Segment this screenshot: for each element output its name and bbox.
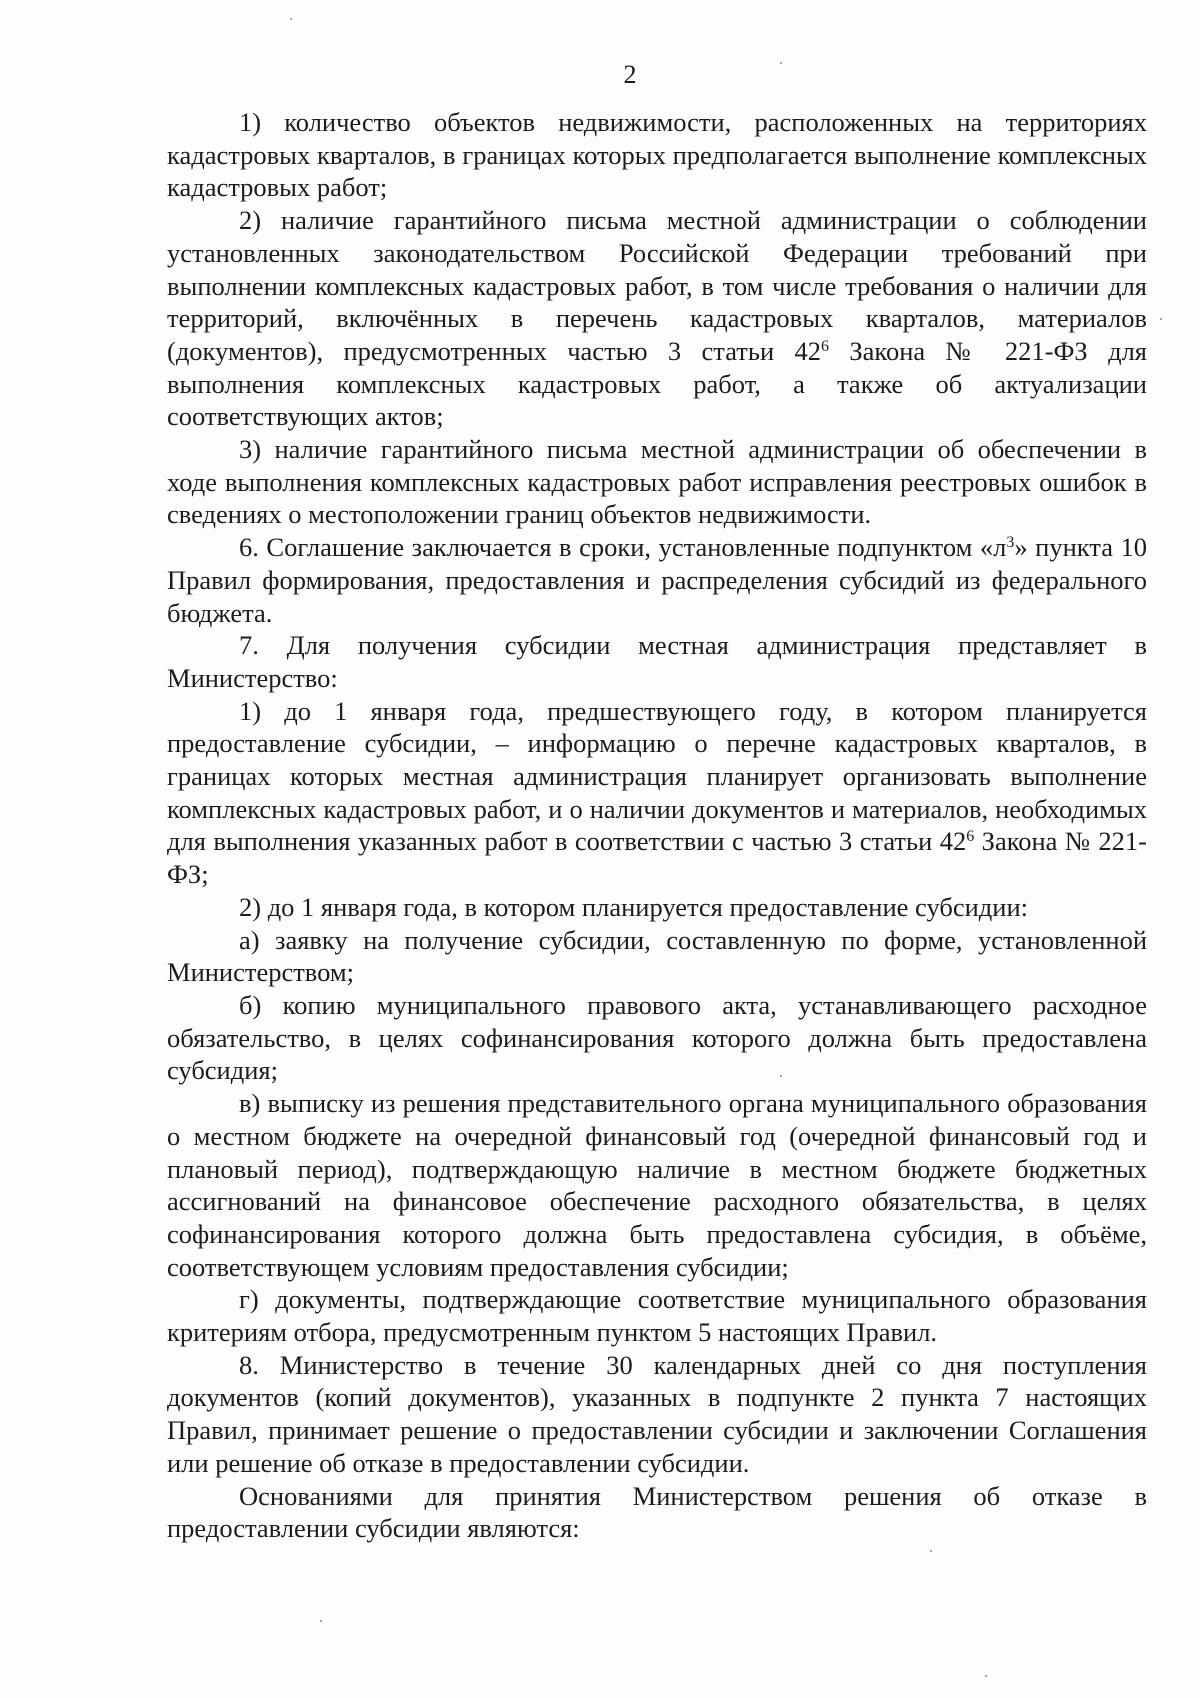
text-run: 2) наличие гарантийного письма местной администрации о соблюдении установленных законодательством Российской Федерации требований при выполнении комплексных кадастровых работ, в том числе требования о наличии для территорий, включённых в перечень кадастровых кварталов, материалов (документов), предусмотренных частью 3 статьи 42 xyxy=(167,205,1147,366)
superscript: 3 xyxy=(1006,534,1015,552)
text-run: Закона № 221-ФЗ; xyxy=(167,826,1148,890)
superscript: 6 xyxy=(966,828,975,846)
paragraph xyxy=(167,629,1147,694)
text-run: Закона № 221-ФЗ для выполнения комплексных кадастровых работ, а также об актуализации соответствующих актов; xyxy=(167,335,1147,432)
text-run: 1) количество объектов недвижимости, расположенных на территориях кадастровых кварталов, в границах которых предполагается выполнение комплексных кадастровых работ; xyxy=(167,107,1147,203)
paragraph xyxy=(167,1087,1147,1283)
paragraph xyxy=(167,204,1147,433)
scan-speck xyxy=(1160,318,1162,320)
scan-speck xyxy=(780,1075,782,1077)
superscript: 6 xyxy=(821,338,829,356)
paragraph xyxy=(167,106,1147,204)
paragraph xyxy=(167,1480,1147,1545)
paragraph xyxy=(167,531,1147,629)
text-run: 2) до 1 января года, в котором планируется предоставление субсидии: xyxy=(239,891,1029,922)
text-run: » пункта 10 Правил формирования, предоставления и распределения субсидий из федерального бюджета. xyxy=(167,532,1147,628)
text-run: г) документы, подтверждающие соответствие муниципального образования критериям отбора, предусмотренным пунктом 5 настоящих Правил. xyxy=(167,1284,1147,1348)
text-run: 6. Соглашение заключается в сроки, установленные подпунктом «л xyxy=(239,532,1007,563)
text-run: в) выписку из решения представительного органа муниципального образования о местном бюджете на очередной финансовый год (очередной финансовый год и плановый период), подтверждающую наличие в местном бюджете бюджетных ассигнований на финансовое обеспечение расходного обязательства, в целях софинансирования которого должна быть предоставлена субсидия, в объёме, соответствующем условиям предоставления субсидии; xyxy=(167,1088,1147,1282)
text-run: 7. Для получения субсидии местная администрация представляет в Министерство: xyxy=(167,630,1147,693)
text-run: 3) наличие гарантийного письма местной администрации об обеспечении в ходе выполнения комплексных кадастровых работ исправления реестровых ошибок в сведениях о местоположении границ объектов недвижимости. xyxy=(167,434,1147,530)
scan-speck xyxy=(320,1620,322,1622)
scan-speck xyxy=(930,1550,932,1552)
paragraph xyxy=(167,433,1147,531)
paragraph xyxy=(167,891,1147,924)
text-run: а) заявку на получение субсидии, составленную по форме, установленной Министерством; xyxy=(167,924,1147,988)
page-number: 2 xyxy=(623,60,637,89)
paragraph xyxy=(167,1349,1147,1480)
paragraph xyxy=(167,989,1147,1087)
document-body xyxy=(167,106,1147,1545)
scan-speck xyxy=(780,62,782,64)
text-run: б) копию муниципального правового акта, устанавливающего расходное обязательство, в целях софинансирования которого должна быть предоставлена субсидия; xyxy=(167,989,1147,1086)
paragraph xyxy=(167,695,1147,891)
scan-speck xyxy=(290,18,292,20)
paragraph xyxy=(167,924,1147,989)
text-run: 1) до 1 января года, предшествующего году, в котором планируется предоставление субсидии, – информацию о перечне кадастровых кварталов, в границах которых местная администрация планирует организовать выполнение комплексных кадастровых работ, и о наличии документов и материалов, необходимых для выполнения указанных работ в соответствии с частью 3 статьи 42 xyxy=(167,695,1147,857)
paragraph xyxy=(167,1283,1147,1348)
scan-speck xyxy=(985,1675,987,1677)
text-run: Основаниями для принятия Министерством решения об отказе в предоставлении субсидии являются: xyxy=(167,1480,1147,1544)
text-run: 8. Министерство в течение 30 календарных дней со дня поступления документов (копий документов), указанных в подпункте 2 пункта 7 настоящих Правил, принимает решение о предоставлении субсидии и заключении Соглашения или решение об отказе в предоставлении субсидии. xyxy=(167,1349,1147,1478)
